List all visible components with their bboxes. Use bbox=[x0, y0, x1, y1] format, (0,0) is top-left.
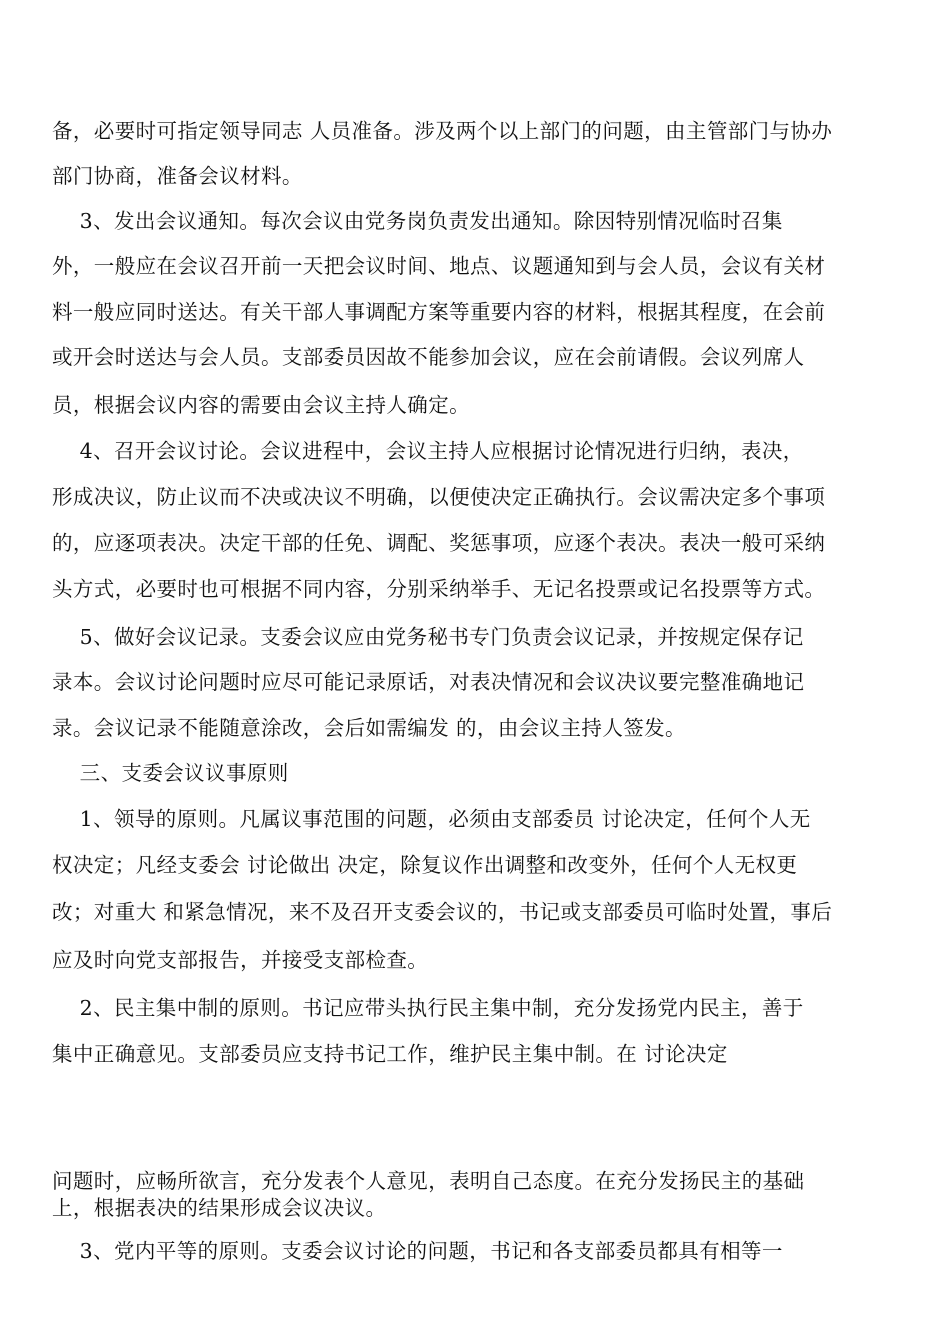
text-line: 权决定；凡经支委会 讨论做出 决定，除复议作出调整和改变外，任何个人无权更 bbox=[52, 853, 798, 877]
text-line: 或开会时送达与会人员。支部委员因故不能参加会议，应在会前请假。会议列席人 bbox=[52, 345, 805, 369]
text-line: 1、领导的原则。凡属议事范围的问题，必须由支部委员 讨论决定，任何个人无 bbox=[52, 807, 811, 831]
text-line: 头方式，必要时也可根据不同内容，分别采纳举手、无记名投票或记名投票等方式。 bbox=[52, 577, 826, 601]
text-line: 的，应逐项表决。决定干部的任免、调配、奖惩事项，应逐个表决。表决一般可采纳 bbox=[52, 531, 826, 555]
text-line: 问题时，应畅所欲言，充分发表个人意见，表明自己态度。在充分发扬民主的基础 bbox=[52, 1169, 805, 1193]
text-line: 2、民主集中制的原则。书记应带头执行民主集中制，充分发扬党内民主，善于 bbox=[52, 996, 804, 1020]
text-line: 3、党内平等的原则。支委会议讨论的问题，书记和各支部委员都具有相等一 bbox=[52, 1239, 783, 1263]
text-line: 5、做好会议记录。支委会议应由党务秘书专门负责会议记录，并按规定保存记 bbox=[52, 625, 804, 649]
text-line: 改；对重大 和紧急情况，来不及召开支委会议的，书记或支部委员可临时处置，事后 bbox=[52, 900, 833, 924]
text-line: 录。会议记录不能随意涂改，会后如需编发 的，由会议主持人签发。 bbox=[52, 716, 686, 740]
text-line: 备，必要时可指定领导同志 人员准备。涉及两个以上部门的问题，由主管部门与协办 bbox=[52, 119, 833, 143]
text-line: 应及时向党支部报告，并接受支部检查。 bbox=[52, 948, 429, 972]
text-line: 部门协商，准备会议材料。 bbox=[52, 164, 303, 188]
page-break-gap bbox=[0, 1085, 950, 1145]
text-line: 料一般应同时送达。有关干部人事调配方案等重要内容的材料，根据其程度，在会前 bbox=[52, 300, 826, 324]
text-line: 上，根据表决的结果形成会议决议。 bbox=[52, 1196, 387, 1220]
text-line: 录本。会议讨论问题时应尽可能记录原话，对表决情况和会议决议要完整准确地记 bbox=[52, 670, 805, 694]
section-heading: 三、支委会议议事原则 bbox=[52, 761, 289, 785]
text-line: 4、召开会议讨论。会议进程中，会议主持人应根据讨论情况进行归纳，表决， bbox=[52, 439, 804, 463]
text-line: 形成决议，防止议而不决或决议不明确，以便使决定正确执行。会议需决定多个事项 bbox=[52, 485, 826, 509]
text-line: 外，一般应在会议召开前一天把会议时间、地点、议题通知到与会人员，会议有关材 bbox=[52, 254, 826, 278]
text-line: 集中正确意见。支部委员应支持书记工作，维护民主集中制。在 讨论决定 bbox=[52, 1042, 728, 1066]
text-line: 3、发出会议通知。每次会议由党务岗负责发出通知。除因特别情况临时召集 bbox=[52, 209, 783, 233]
text-line: 员，根据会议内容的需要由会议主持人确定。 bbox=[52, 393, 470, 417]
